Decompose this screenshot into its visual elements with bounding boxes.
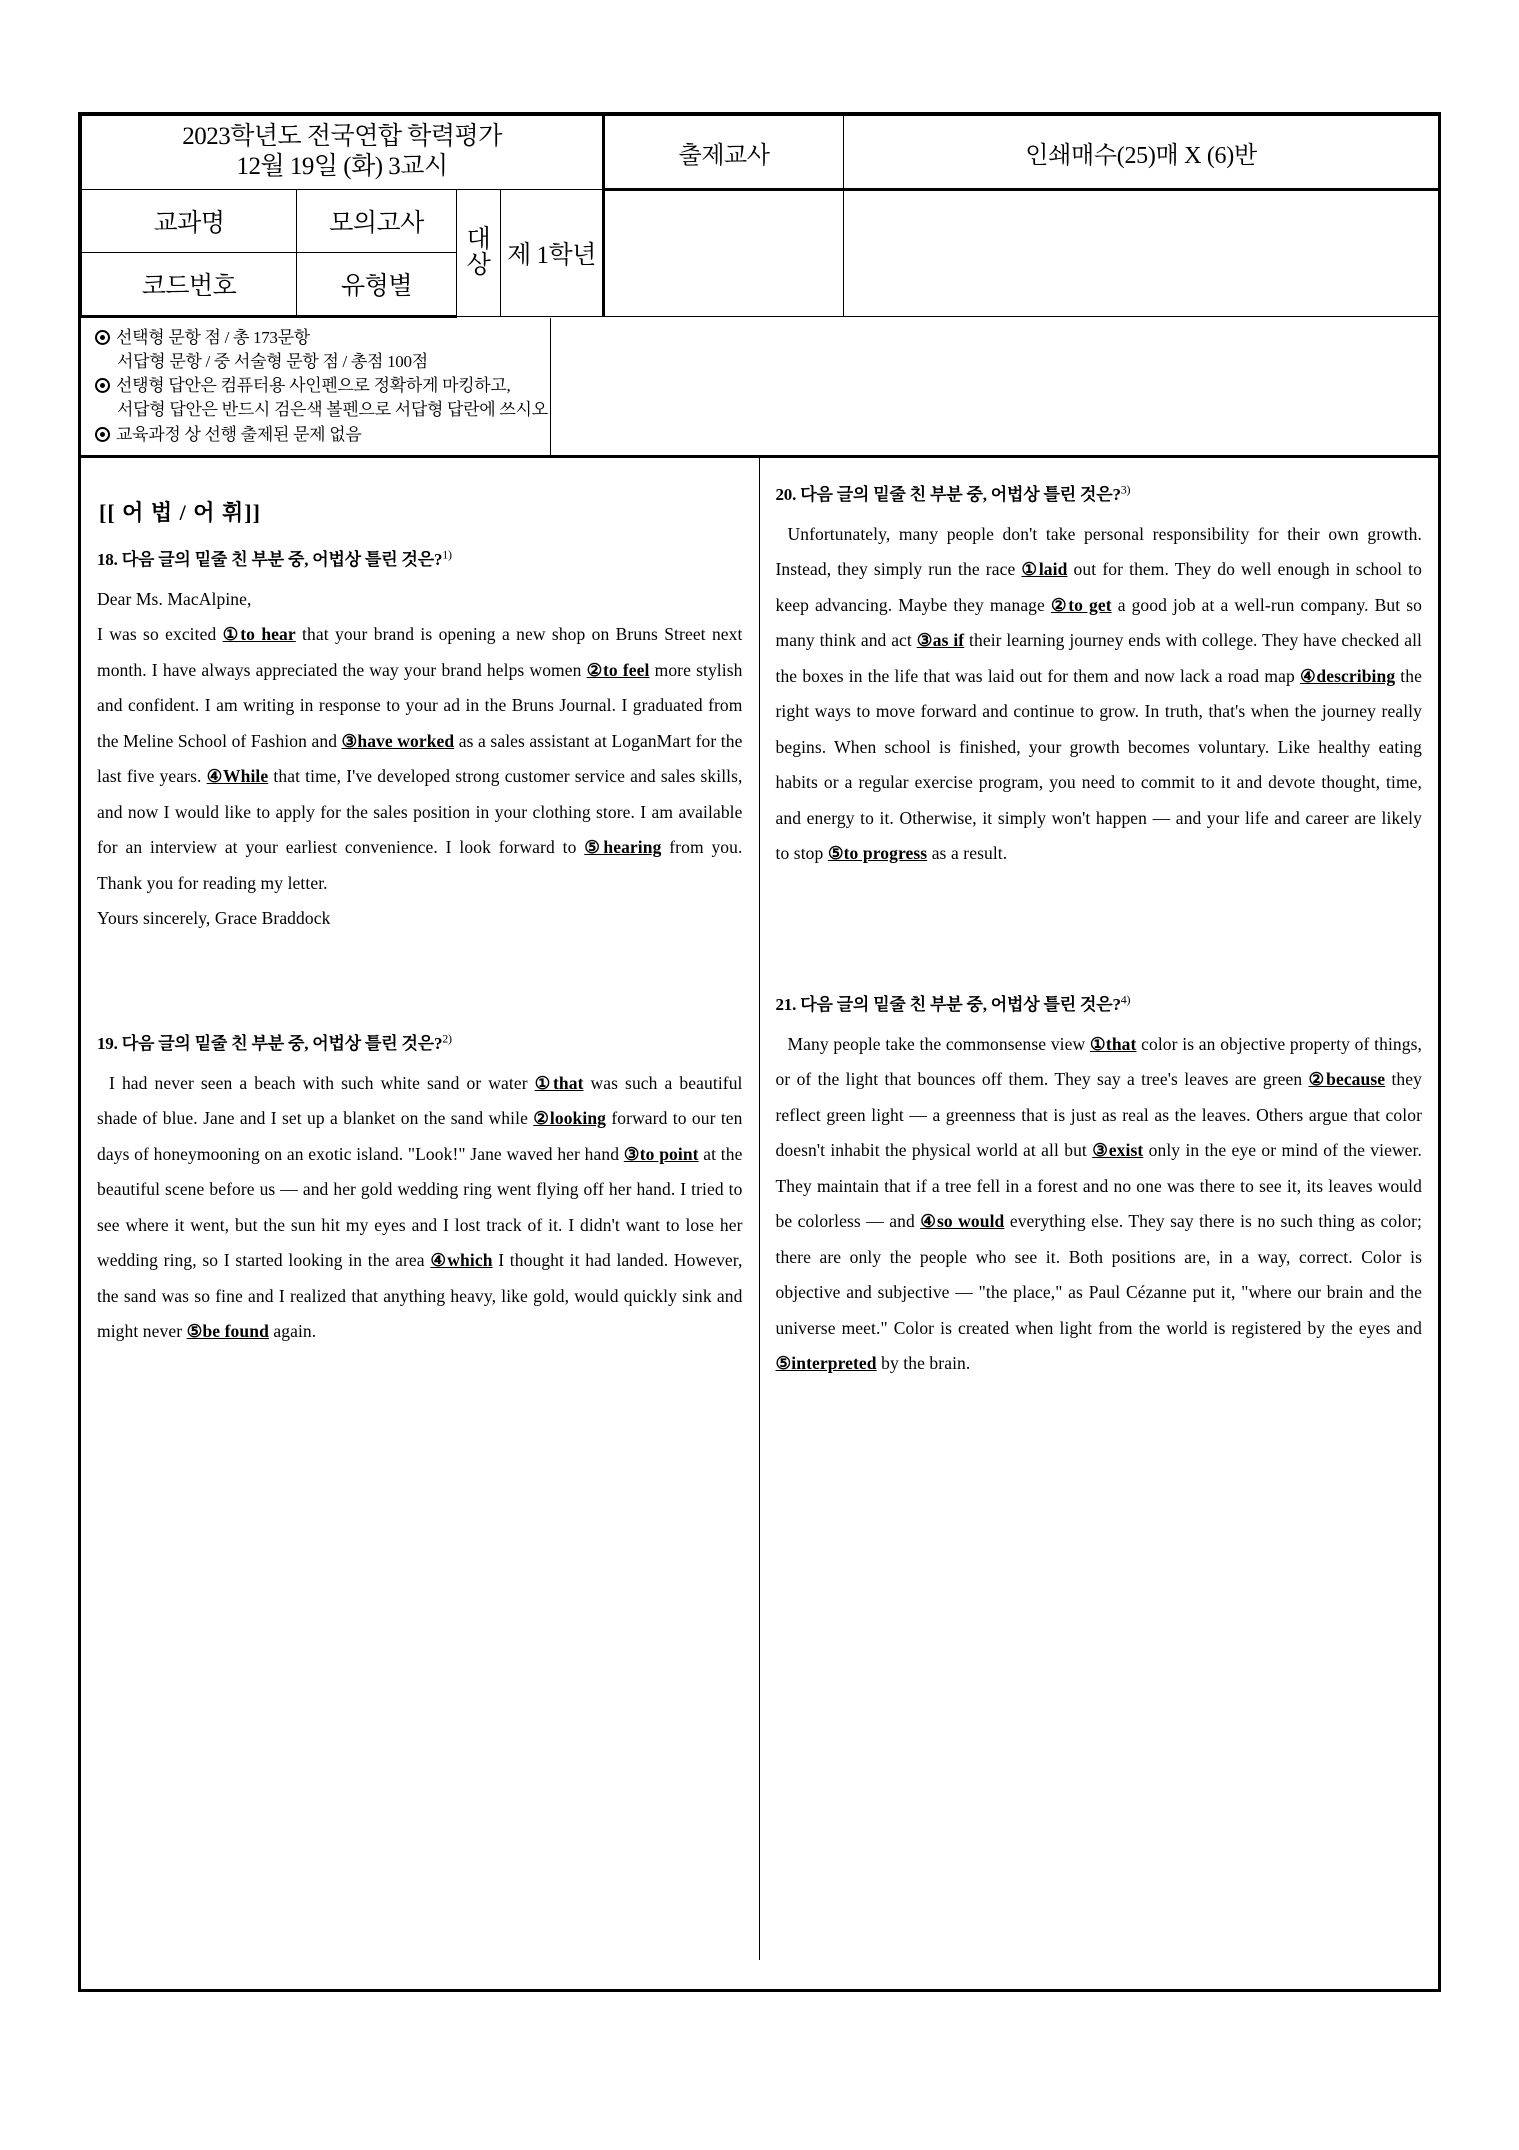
question-20-number: 20.: [775, 484, 797, 504]
question-19-number: 19.: [97, 1033, 118, 1053]
header-row-title: [82, 116, 1439, 190]
grade-value-cell: 제 1학년: [501, 190, 604, 317]
note-item-3: [95, 374, 550, 398]
section-heading: [[ 어 법 / 어 휘]]: [99, 499, 261, 525]
column-right: [760, 458, 1439, 1960]
question-21-heading: [776, 990, 1423, 1015]
notes-right-blank: [551, 318, 1438, 455]
note-text-1: 선택형 문항 점 / 총 173문항: [116, 328, 310, 347]
question-18-passage: I was so excited ①to hear that your brand is opening a new shop on Bruns Street next month. I have always appreciated the way your brand helps women ②to feel more stylish and confident. I am writing in response to your ad in the Bruns Journal. I graduated from the Meline School of Fashion and ③have worked as a sales assistant at LoganMart for the last five years. ④While that time, I've developed strong customer service and sales skills, and now I would like to apply for the sales position in your clothing store. I am available for an interview at your earliest convenience. I look forward to ⑤hearing from you. Thank you for reading my letter.: [97, 624, 743, 893]
question-18-prompt: 다음 글의 밑줄 친 부분 중, 어법상 틀린 것은?: [121, 549, 443, 569]
note-text-4: 서답형 답안은 반드시 검은색 볼펜으로 서답형 답란에 쓰시오: [117, 400, 548, 420]
question-21-prompt: 다음 글의 밑줄 친 부분 중, 어법상 틀린 것은?: [800, 994, 1121, 1014]
exam-title-cell: [82, 116, 604, 190]
note-item-1: [95, 326, 550, 350]
question-20-heading: [776, 480, 1423, 505]
question-20-passage: Unfortunately, many people don't take personal responsibility for their own growth. Instead, they simply run the race ①laid out for them. They do well enough in school to keep advancing. Maybe they manage ②to get a good job at a well-run company. But so many think and act ③as if their learning journey ends with college. They have checked all the boxes in the life that was laid out for them and now lack a road map ④describing the right ways to move forward and continue to grow. In truth, that's when the journey really begins. When school is finished, your growth becomes voluntary. Like healthy eating habits or a regular exercise program, you need to commit to it and devote thought, time, and energy to it. Otherwise, it simply won't happen ― and your life and career are likely to stop ⑤to progress as a result.: [775, 523, 1423, 864]
question-18-salutation: Dear Ms. MacAlpine,: [97, 588, 252, 609]
target-label-cell: [457, 190, 501, 317]
subject-label-cell: 교과명: [82, 190, 297, 253]
question-18-heading: [97, 545, 743, 570]
teacher-label-cell: 출제교사: [604, 116, 844, 190]
exam-title-line2: 12월 19일 (화) 3교시: [236, 152, 448, 180]
question-21-number: 21.: [775, 994, 797, 1014]
target-label-char1: 대: [466, 225, 491, 253]
note-item-2: [95, 350, 550, 374]
question-19-heading: [97, 1029, 743, 1054]
print-note-blank-cell[interactable]: [844, 190, 1439, 317]
header-row-subject: [82, 190, 1439, 253]
note-text-2: 서답형 문항 / 중 서술형 문항 점 / 총점 100점: [117, 352, 428, 372]
spacer-between-20-21: [776, 872, 1423, 990]
question-21-footnote: 4): [1120, 992, 1131, 1007]
print-count-cell: 인쇄매수(25)매 X (6)반: [844, 116, 1439, 190]
spacer-between-18-19: [97, 937, 743, 1029]
note-text-5: 교육과정 상 선행 출제된 문제 없음: [116, 424, 362, 444]
bullet-icon: [95, 427, 110, 442]
question-19-footnote: 2): [442, 1031, 452, 1046]
question-18-footnote: 1): [442, 546, 452, 561]
question-20-footnote: 3): [1120, 481, 1131, 496]
note-item-4: [95, 398, 550, 422]
bullet-icon: [95, 330, 110, 345]
type-value-cell: 유형별: [297, 253, 457, 317]
exam-title-line1: 2023학년도 전국연합 학력평가: [182, 123, 502, 150]
column-left: [81, 458, 760, 1960]
question-21-passage: Many people take the commonsense view ①that color is an objective property of things, or of the light that bounces off them. They say a tree's leaves are green ②because they reflect green light ― a greenness that is just as real as the leaves. Others argue that color doesn't inhabit the physical world at all but ③exist only in the eye or mind of the viewer. They maintain that if a tree fell in a forest and no one was there to see it, its leaves would be colorless ― and ④so would everything else. They say there is no such thing as color; there are only the people who see it. Both positions are, in a way, correct. Color is objective and subjective ― "the place," as Paul Cézanne put it, "where our brain and the universe meet." Color is created when light from the world is registered by the eyes and ⑤interpreted by the brain.: [775, 1033, 1422, 1374]
note-item-5: [95, 423, 550, 447]
note-text-3: 선탱형 답안은 컴퓨터용 사인펜으로 정확하게 마킹하고,: [116, 376, 511, 396]
question-19-prompt: 다음 글의 밑줄 친 부분 중, 어법상 틀린 것은?: [121, 1033, 443, 1053]
subject-value-cell: 모의고사: [297, 190, 457, 253]
teacher-name-blank-cell[interactable]: [604, 190, 844, 317]
target-label-char2: 상: [466, 252, 491, 279]
question-18-number: 18.: [97, 549, 118, 569]
notes-list: [81, 318, 551, 455]
exam-header-table: [81, 115, 1439, 318]
code-label-cell: 코드번호: [82, 253, 297, 317]
exam-page: [78, 112, 1441, 1992]
exam-body: [81, 458, 1438, 1960]
question-20-prompt: 다음 글의 밑줄 친 부분 중, 어법상 틀린 것은?: [800, 484, 1121, 504]
question-19-passage: I had never seen a beach with such white sand or water ①that was such a beautiful shade of blue. Jane and I set up a blanket on the sand while ②looking forward to our ten days of honeymooning on an exotic island. "Look!" Jane waved her hand ③to point at the beautiful scene before us ― and her gold wedding ring went flying off her hand. I tried to see where it went, but the sun hit my eyes and I lost track of it. I didn't want to lose her wedding ring, so I started looking in the area ④which I thought it had landed. However, the sand was so fine and I realized that anything heavy, like gold, would quickly sink and might never ⑤be found again.: [97, 1072, 743, 1342]
notes-block: [81, 318, 1438, 458]
bullet-icon: [95, 378, 110, 393]
question-18-signature: Yours sincerely, Grace Braddock: [97, 908, 331, 929]
